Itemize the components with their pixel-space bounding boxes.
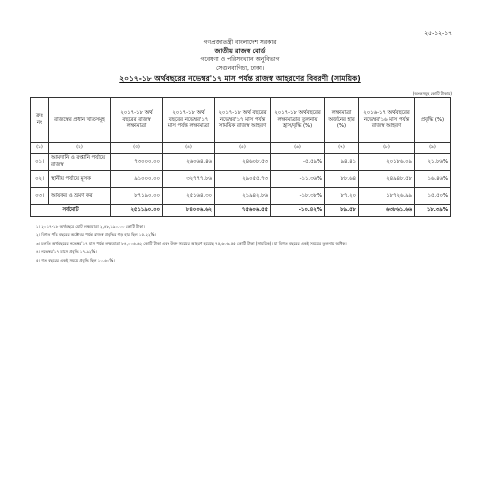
revenue-head-cell: স্থানীয় পর্যায়ে মূসক [49,171,111,188]
header-address: সেগুনবাগিচা, ঢাকা। [215,65,265,72]
growth-cell: ২১.৮৬% [415,154,451,171]
header-cell: লক্ষ্যমাত্রা অর্জনের হার (%) [325,98,359,143]
table-row [31,154,451,171]
footnote: ১। ২০১৭-১৮ অর্থবছরে মোট লক্ষ্যমাত্রা ২,৪৮,১৯০.০০ কোটি টাকা। [36,224,145,229]
column-number: (৫) [215,143,271,154]
column-number: (৩) [111,143,163,154]
total-label: সর্বমোট [31,205,111,217]
total-achievement: ৮৯.৫৮ [325,205,359,217]
serial-cell: ০৩। [31,188,49,205]
header-board: জাতীয় রাজস্ব বোর্ড [214,47,266,55]
previous-collection-cell: ২০১৮৬.০৯ [359,154,415,171]
serial-cell: ০১। [31,154,49,171]
table-header-row [31,98,451,143]
period-target-cell: ২৬০৬৪.৪৬ [163,154,215,171]
collection-cell: ২৪৬০৮.৫৩ [215,154,271,171]
total-previous-collection: ৬৩৮৬১.৬৬ [359,205,415,217]
column-number: (১) [31,143,49,154]
previous-collection-cell: ২৪৯৪৮.৫৮ [359,171,415,188]
achievement-cell: ৯৪.৪১ [325,154,359,171]
footnote: ২। বিগত পাঁচ বছরের অক্টোবর পর্যন্ত রাজস্ব প্রবৃদ্ধির গড় হার ছিল ১৫.২২%। [36,232,156,238]
header-wing: গবেষণা ও পরিসংখ্যান অনুবিভাগ [200,56,280,63]
revenue-table [30,97,451,217]
column-number: (৬) [271,143,325,154]
column-number: (৮) [359,143,415,154]
header-cell: ২০১৭-১৮ অর্থ বছরের নভেম্বর'১৭ মাস পর্যন্ত লক্ষ্যমাত্রা [163,98,215,143]
table-row [31,188,451,205]
period-target-cell: ২৫১৬৪.৩০ [163,188,215,205]
serial-cell: ০২। [31,171,49,188]
revenue-head-cell: আয়কর ও ভ্রমণ কর [49,188,111,205]
column-number-row [31,143,451,154]
total-row [31,205,451,217]
column-number: (৯) [415,143,451,154]
header-cell: প্রবৃদ্ধি (%) [415,98,451,143]
total-growth: ১৮.৩৯% [415,205,451,217]
collection-cell: ২১৯৪২.৮৬ [215,188,271,205]
total-variance: -১০.৪২% [271,205,325,217]
header-cell: ২০১৭-১৮ অর্থ বছরের রাজস্ব লক্ষ্যমাত্রা [111,98,163,143]
collection-cell: ২৯০৫৫.৭৩ [215,171,271,188]
annual-target-cell: ৭৩০০০.০০ [111,154,163,171]
header-cell: ২০১৭-১৮ অর্থ বছরের নভেম্বর'১৭ মাস পর্যন্ত সাময়িক রাজস্ব আহরণ [215,98,271,143]
column-number: (৭) [325,143,359,154]
annual-target-cell: ৮৭১৯০.০০ [111,188,163,205]
achievement-cell: ৮৮.৬৪ [325,171,359,188]
footnote: ৫। গত বছরের একই সময়ে প্রবৃদ্ধি ছিল ১০.৬০%। [36,257,115,263]
header-cell: রাজস্বের প্রধান খাতসমূহ [49,98,111,143]
annual-target-cell: ৯১০০০.০০ [111,171,163,188]
previous-collection-cell: ১৮৭২৬.৯৯ [359,188,415,205]
period-target-cell: ৩২৭৭৭.৮৬ [163,171,215,188]
header-government: গণপ্রজাতন্ত্রী বাংলাদেশ সরকার [203,39,277,46]
revenue-head-cell: আমদানি ও রপ্তানি পর্যায়ে রাজস্ব [49,154,111,171]
growth-cell: ১৫.৫০% [415,188,451,205]
document-title: ২০১৭-১৮ অর্থবছরের নভেম্বর'১৭ মাস পর্যন্ত রাজস্ব আহরণের বিবরণী (সাময়িক) [119,74,361,83]
total-collection: ৭৫৬০৬.৫৫ [215,205,271,217]
variance-cell: -১১.৩৬% [271,171,325,188]
header-cell: ২০১৬-১৭ অর্থবছরের নভেম্বর'১৬ মাস পর্যন্ত রাজস্ব আহরণ [359,98,415,143]
achievement-cell: ৮৭.২০ [325,188,359,205]
footnotes [36,223,347,265]
column-number: (২) [49,143,111,154]
variance-cell: -১৮.৩৮% [271,188,325,205]
growth-cell: ১৬.৪৬% [415,171,451,188]
variance-cell: -৫.৫৯% [271,154,325,171]
header-cell: ক্রঃ নং [31,98,49,143]
header-cell: ২০১৭-১৮ অর্থবছরের লক্ষ্যমাত্রার তুলনায় হ্রাস/বৃদ্ধি (%) [271,98,325,143]
unit-note: (অংকসমূহ কোটি টাকায়) [412,91,452,96]
document-date: ২৫-১২-১৭ [424,30,452,37]
footnote: ৪। নভেম্বর'১৭ মাসে প্রবৃদ্ধি ১৭.৯২%। [36,249,97,255]
table-row [31,171,451,188]
total-period-target: ৮৪০০৬.৬২ [163,205,215,217]
total-annual-target: ২৫১১৯০.০০ [111,205,163,217]
footnote: ৩। চলতি অর্থবছরের নভেম্বর'১৭ মাস পর্যন্ত লক্ষ্যমাত্রা ৮৪,০০৬.৬২ কোটি টাকা এবং উক্ত সময়ের আহরণ হয়েছে ৭৫,৬০৬.৫৫ কোটি টাকা (সাময়িক)। যা বিগত বছরের একই সময়ের তুলনায় অধিক। [36,240,347,246]
column-number: (৪) [163,143,215,154]
